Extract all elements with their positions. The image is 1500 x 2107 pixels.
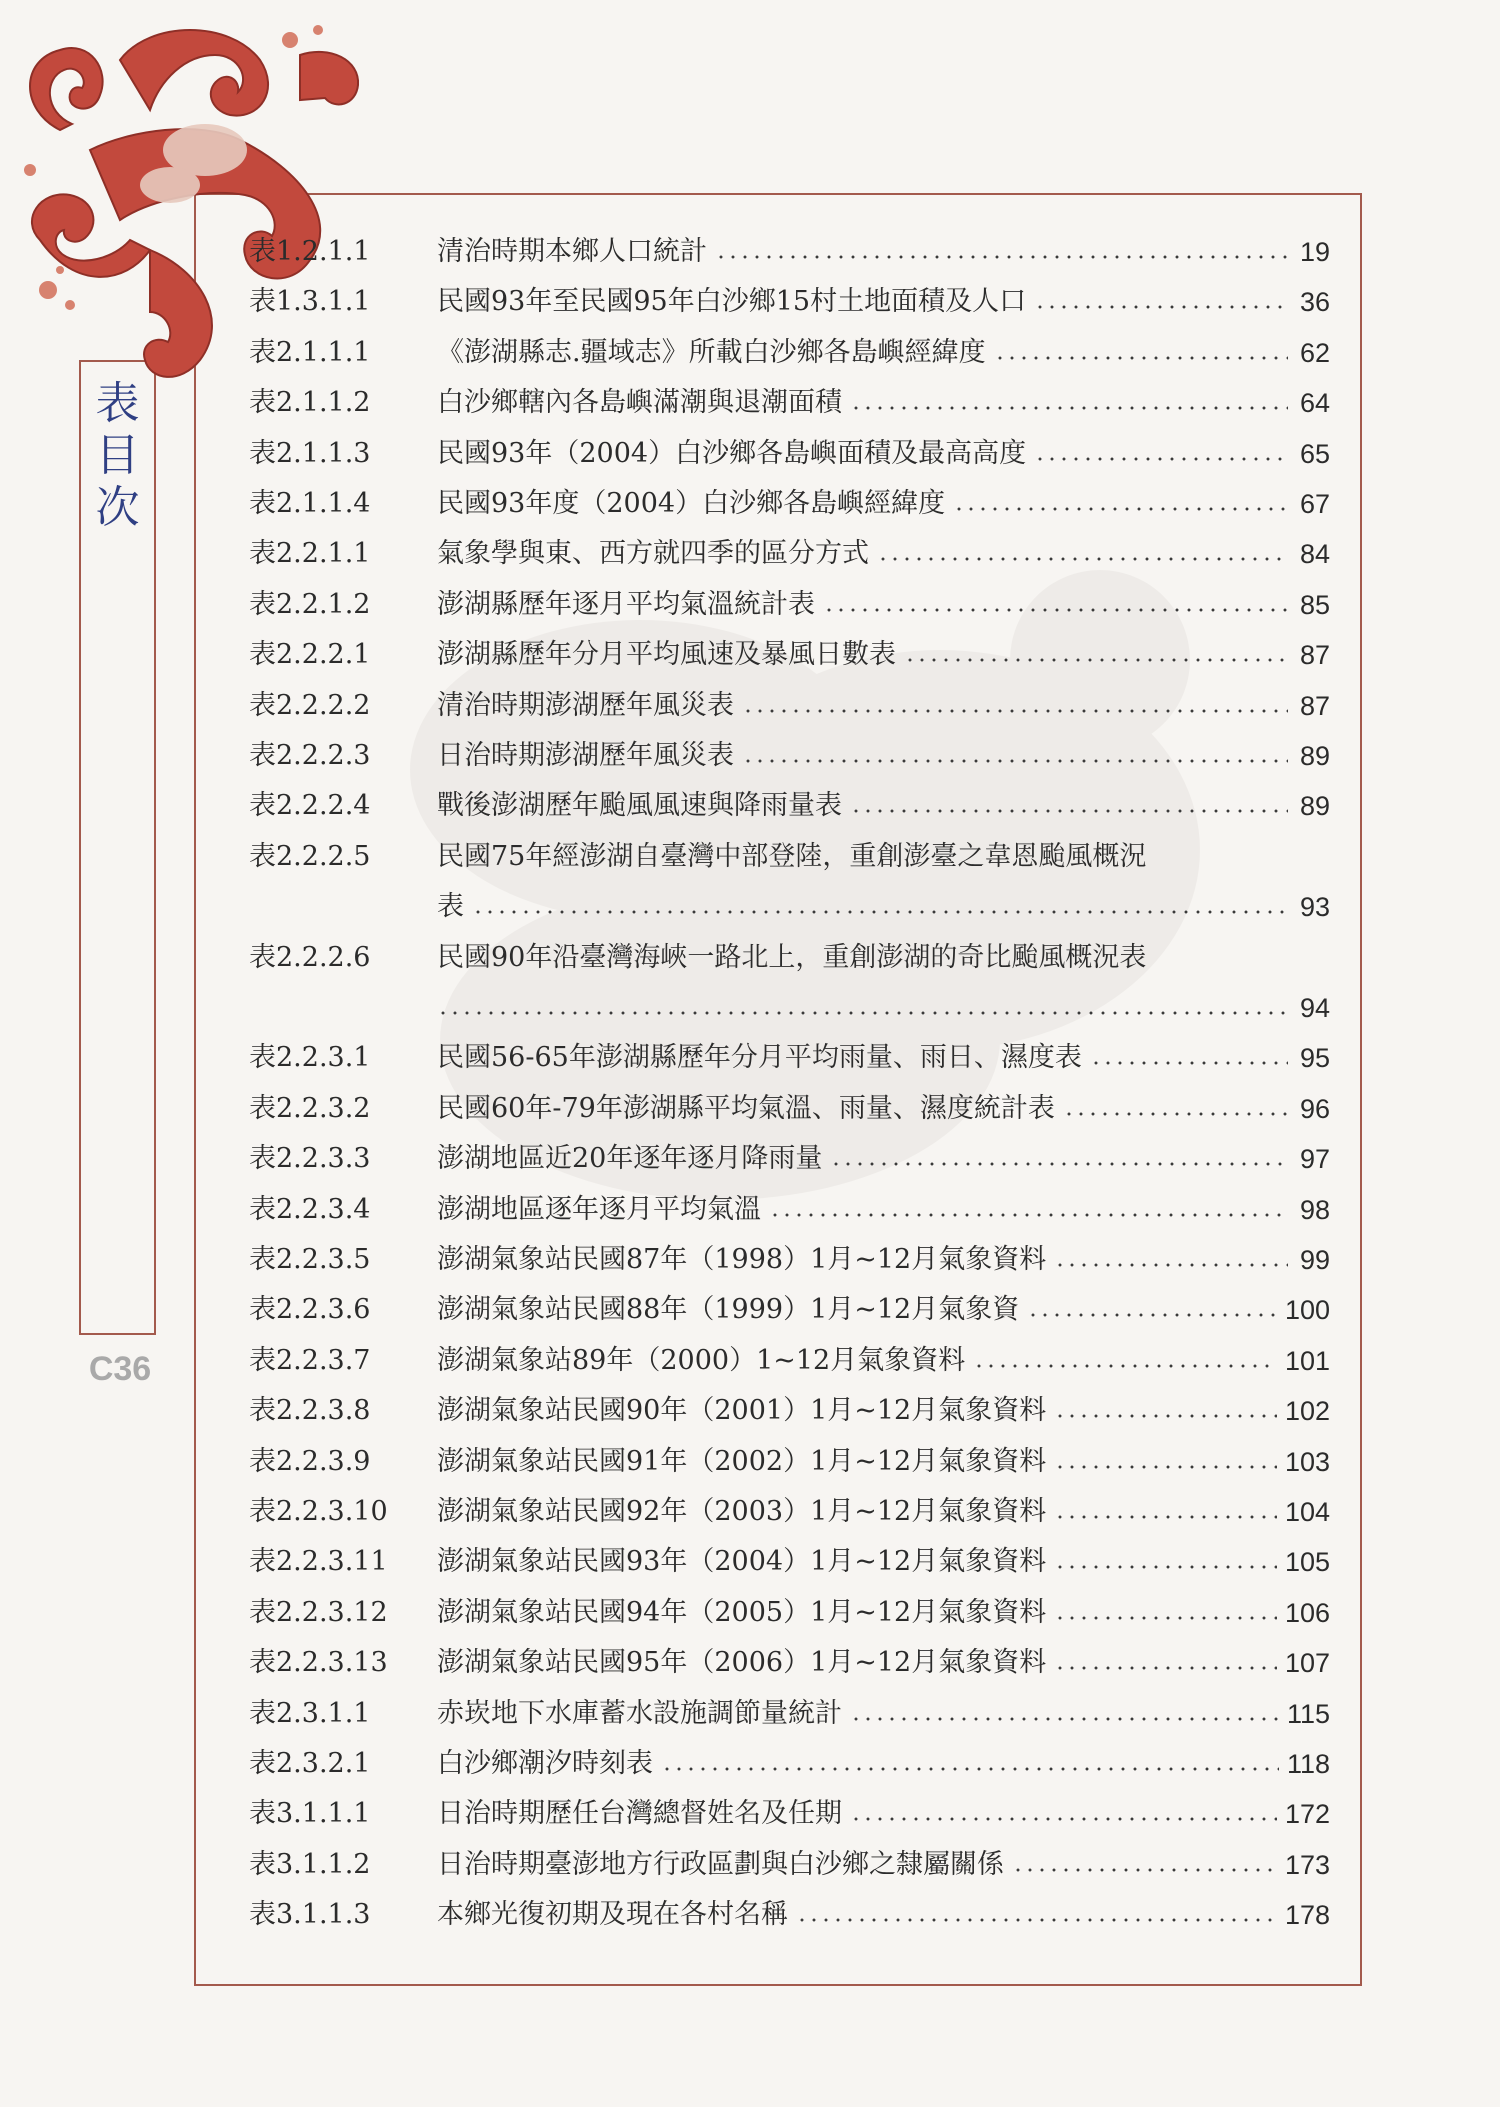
toc-entry-page: 106: [1284, 1597, 1330, 1628]
toc-entry-title: 澎湖氣象站民國92年（2003）1月~12月氣象資料: [437, 1496, 1047, 1527]
toc-entry-id: 表2.2.3.12: [249, 1596, 388, 1628]
toc-entry-title: 澎湖氣象站民國88年（1999）1月~12月氣象資: [437, 1294, 1020, 1326]
toc-entry-page: 104: [1284, 1497, 1330, 1527]
toc-entry-page: 172: [1284, 1799, 1330, 1830]
toc-entry-page: 103: [1284, 1446, 1330, 1477]
toc-entry-title-continued: 表: [437, 891, 464, 923]
toc-entry-page: 118: [1286, 1749, 1330, 1779]
toc-entry-title: 澎湖地區逐年逐月平均氣溫: [437, 1193, 761, 1225]
toc-entry-id: 表1.3.1.1: [249, 286, 371, 318]
toc-entry-title: 本鄉光復初期及現在各村名稱: [437, 1899, 788, 1931]
toc-entry-title: 日治時期臺澎地方行政區劃與白沙鄉之隸屬關係: [437, 1848, 1004, 1880]
toc-entry-title: 澎湖氣象站民國90年（2001）1月~12月氣象資料: [437, 1395, 1047, 1427]
toc-entry-title: 戰後澎湖歷年颱風風速與降雨量表: [437, 790, 842, 822]
toc-entry-page: 107: [1284, 1648, 1330, 1679]
section-title-char: 次: [95, 482, 140, 533]
dot-leader: [796, 1918, 1277, 1922]
dot-leader: [1063, 1112, 1288, 1116]
toc-entry-page: 65: [1299, 438, 1330, 469]
toc-entry-id: 表2.2.3.9: [249, 1445, 371, 1477]
toc-entry-id: 表2.2.3.5: [249, 1244, 371, 1275]
toc-entry-title: 白沙鄉轄內各島嶼滿潮與退潮面積: [437, 387, 842, 419]
toc-entry-id: 表2.2.3.4: [249, 1193, 371, 1225]
toc-entry-page: 93: [1299, 892, 1330, 923]
toc-entry-id: 表2.2.2.6: [249, 941, 371, 973]
toc-entry-id: 表2.2.3.3: [249, 1143, 371, 1175]
toc-entry-page: 87: [1299, 690, 1330, 721]
dot-leader: [994, 356, 1288, 360]
toc-entry-page: 84: [1299, 539, 1330, 570]
toc-entry-page: 101: [1284, 1345, 1330, 1376]
toc-entry-page: 105: [1284, 1547, 1330, 1578]
toc-entry-id: 表2.2.2.4: [249, 790, 371, 822]
toc-entry-id: 表2.2.3.7: [249, 1344, 371, 1376]
toc-entry-id: 表2.1.1.3: [249, 437, 371, 469]
toc-entry-page: 99: [1299, 1245, 1330, 1275]
dot-leader: [1090, 1061, 1288, 1065]
toc-entry-page: 85: [1299, 589, 1330, 620]
toc-entry-title: 民國90年沿臺灣海峽一路北上，重創澎湖的奇比颱風概況表: [437, 941, 1147, 973]
toc-entry-title: 氣象學與東、西方就四季的區分方式: [437, 538, 869, 570]
toc-entry-id: 表2.2.2.5: [249, 840, 371, 872]
toc-entry-id: 表2.1.1.2: [249, 387, 371, 419]
toc-entry-title: 日治時期歷任台灣總督姓名及任期: [437, 1798, 842, 1830]
toc-entry-id: 表2.2.3.2: [249, 1092, 371, 1124]
dot-leader: [1054, 1515, 1277, 1519]
toc-entry-id: 表2.2.3.8: [249, 1395, 371, 1427]
toc-entry-page: 87: [1299, 640, 1330, 671]
toc-entry-id: 表2.2.3.1: [249, 1042, 371, 1074]
toc-entry-title: 澎湖氣象站民國91年（2002）1月~12月氣象資料: [437, 1445, 1047, 1477]
dot-leader: [850, 1817, 1277, 1821]
toc-entry-page: 64: [1299, 388, 1330, 419]
dot-leader: [437, 1011, 1288, 1015]
toc-entry-id: 表2.3.2.1: [249, 1748, 371, 1779]
toc-entry-id: 表2.2.2.1: [249, 639, 371, 671]
toc-entry-title: 日治時期澎湖歷年風災表: [437, 740, 734, 771]
dot-leader: [1054, 1414, 1277, 1418]
dot-leader: [661, 1767, 1279, 1771]
toc-entry-page: 95: [1299, 1043, 1330, 1074]
toc-entry-id: 表2.2.1.2: [249, 588, 371, 620]
toc-entry-title: 民國93年至民國95年白沙鄉15村土地面積及人口: [437, 286, 1027, 318]
toc-entry-id: 表2.3.1.1: [249, 1697, 371, 1729]
toc-entry-page: 96: [1299, 1093, 1330, 1124]
toc-entry-page: 62: [1299, 337, 1330, 368]
toc-entry-title: 澎湖縣歷年逐月平均氣溫統計表: [437, 588, 815, 620]
dot-leader: [769, 1213, 1288, 1217]
toc-entry-title: 清治時期澎湖歷年風災表: [437, 689, 734, 721]
toc-entry-id: 表2.1.1.1: [249, 336, 371, 368]
toc-entry-id: 表2.1.1.4: [249, 488, 371, 519]
dot-leader: [823, 608, 1288, 612]
toc-entry-title: 《澎湖縣志.疆域志》所載白沙鄉各島嶼經緯度: [437, 336, 986, 368]
toc-entry-title: 澎湖氣象站民國87年（1998）1月~12月氣象資料: [437, 1244, 1047, 1275]
toc-entry-page: 97: [1299, 1144, 1330, 1175]
dot-leader: [1054, 1666, 1277, 1670]
toc-entry-title: 澎湖地區近20年逐年逐月降雨量: [437, 1143, 823, 1175]
dot-leader: [1054, 1465, 1277, 1469]
toc-entry-title: 民國75年經澎湖自臺灣中部登陸，重創澎臺之韋恩颱風概況: [437, 840, 1147, 872]
dot-leader: [850, 809, 1288, 813]
toc-entry-title: 清治時期本鄉人口統計: [437, 236, 707, 267]
toc-entry-title: 民國56-65年澎湖縣歷年分月平均雨量、雨日、濕度表: [437, 1042, 1082, 1074]
toc-entry-title: 赤崁地下水庫蓄水設施調節量統計: [437, 1697, 842, 1729]
dot-leader: [742, 759, 1288, 763]
toc-entry-title: 民國60年-79年澎湖縣平均氣溫、雨量、濕度統計表: [437, 1092, 1055, 1124]
toc-entry-page: 173: [1284, 1849, 1330, 1880]
dot-leader: [742, 709, 1288, 713]
toc-entry-id: 表3.1.1.2: [249, 1848, 371, 1880]
dot-leader: [850, 406, 1288, 410]
toc-entry-page: 98: [1299, 1194, 1330, 1225]
dot-leader: [973, 1364, 1277, 1368]
toc-entry-id: 表2.2.3.10: [249, 1496, 388, 1527]
dot-leader: [1012, 1868, 1277, 1872]
toc-entry-id: 表2.2.3.11: [249, 1546, 388, 1578]
dot-leader: [472, 910, 1288, 914]
toc-entry-title: 澎湖氣象站89年（2000）1~12月氣象資料: [437, 1344, 966, 1376]
dot-leader: [715, 255, 1288, 259]
toc-entry-id: 表2.2.3.6: [249, 1294, 371, 1326]
dot-leader: [1054, 1565, 1277, 1569]
dot-leader: [1054, 1616, 1277, 1620]
dot-leader: [1027, 1313, 1277, 1317]
toc-entry-page: 178: [1284, 1900, 1330, 1931]
section-title-char: 表: [95, 378, 140, 429]
toc-entry-id: 表3.1.1.1: [249, 1798, 371, 1830]
toc-entry-page: 19: [1299, 237, 1330, 267]
toc-entry-title: 澎湖氣象站民國93年（2004）1月~12月氣象資料: [437, 1546, 1047, 1578]
toc-entry-page: 102: [1284, 1396, 1330, 1427]
toc-entry-id: 表3.1.1.3: [249, 1899, 371, 1931]
dot-leader: [953, 507, 1288, 511]
dot-leader: [1034, 305, 1288, 309]
dot-leader: [850, 1717, 1279, 1721]
dot-leader: [1054, 1263, 1288, 1267]
toc-entry-title: 澎湖縣歷年分月平均風速及暴風日數表: [437, 639, 896, 671]
dot-leader: [830, 1162, 1288, 1166]
dot-leader: [1034, 457, 1288, 461]
toc-entry-title: 民國93年（2004）白沙鄉各島嶼面積及最高高度: [437, 437, 1027, 469]
dot-leader: [904, 658, 1288, 662]
toc-entry-id: 表2.2.1.1: [249, 538, 371, 570]
toc-entry-title: 澎湖氣象站民國94年（2005）1月~12月氣象資料: [437, 1596, 1047, 1628]
toc-entry-page: 89: [1299, 741, 1330, 771]
page-number: C36: [88, 1350, 152, 1388]
toc-entry-page: 67: [1299, 489, 1330, 519]
section-title-char: 目: [95, 430, 140, 481]
dot-leader: [877, 557, 1288, 561]
toc-entry-page: 100: [1284, 1295, 1330, 1326]
toc-entry-page: 94: [1299, 992, 1330, 1023]
toc-entry-title: 民國93年度（2004）白沙鄉各島嶼經緯度: [437, 488, 946, 519]
toc-entry-title: 白沙鄉潮汐時刻表: [437, 1748, 653, 1779]
toc-entry-id: 表2.2.2.2: [249, 689, 371, 721]
toc-entry-id: 表2.2.2.3: [249, 740, 371, 771]
toc-entry-id: 表1.2.1.1: [249, 236, 371, 267]
toc-entry-page: 89: [1299, 791, 1330, 822]
toc-entry-page: 115: [1286, 1698, 1330, 1729]
toc-entry-id: 表2.2.3.13: [249, 1647, 388, 1679]
toc-entry-title: 澎湖氣象站民國95年（2006）1月~12月氣象資料: [437, 1647, 1047, 1679]
toc-entry-page: 36: [1299, 287, 1330, 318]
